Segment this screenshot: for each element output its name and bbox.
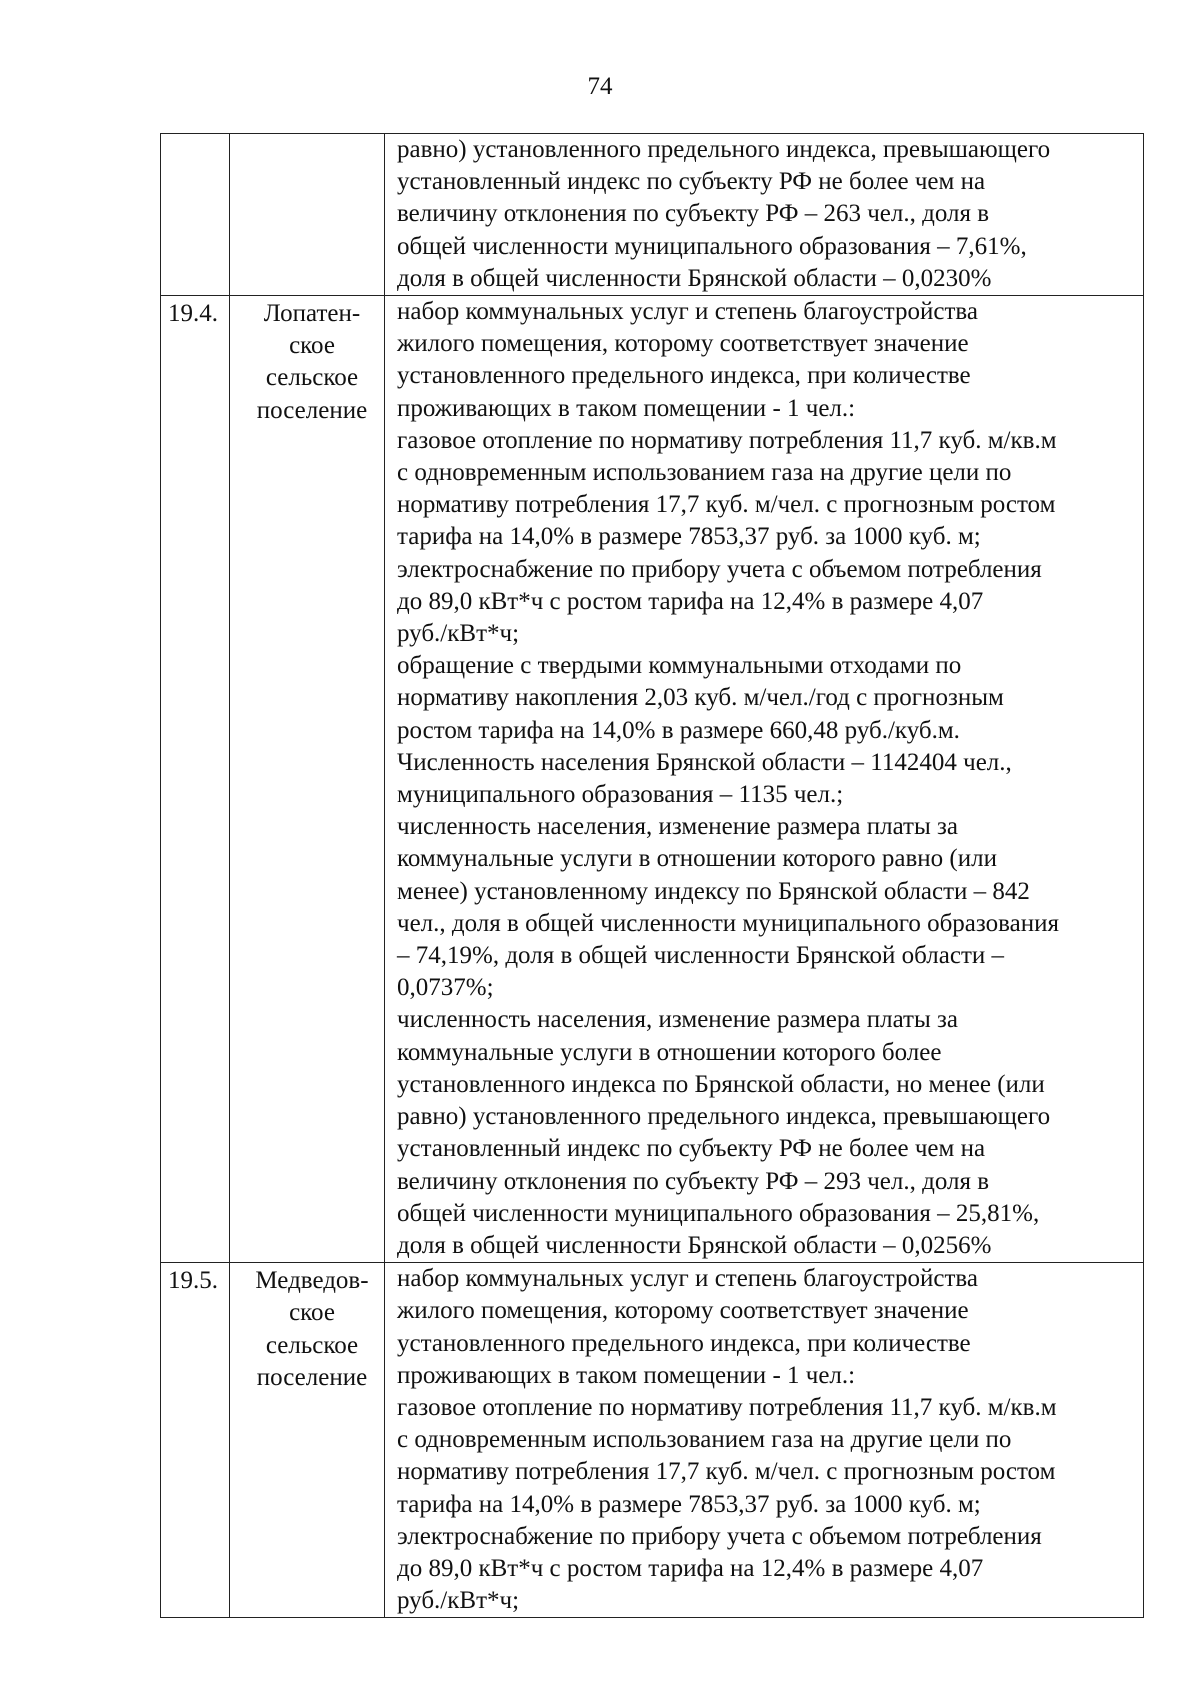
description-line: – 74,19%, доля в общей численности Брянской области – [397, 942, 1004, 970]
settlement-name [230, 134, 385, 296]
table-row [161, 1263, 1144, 1618]
description [385, 1263, 1144, 1618]
description-line: установленный индекс по субъекту РФ не более чем на [397, 1135, 986, 1163]
settlement-name-line: ское [289, 332, 335, 360]
description-line: муниципального образования – 1135 чел.; [397, 781, 844, 809]
description-line: чел., доля в общей численности муниципального образования [397, 909, 1059, 937]
description-line: проживающих в таком помещении - 1 чел.: [397, 1361, 856, 1389]
description-line: до 89,0 кВт*ч с ростом тарифа на 12,4% в размере 4,07 [397, 587, 984, 615]
description-line: общей численности муниципального образования – 25,81%, [397, 1199, 1040, 1227]
description-line: величину отклонения по субъекту РФ – 263 чел., доля в [397, 200, 990, 228]
description-line: численность населения, изменение размера платы за [397, 1006, 958, 1034]
description-line: тарифа на 14,0% в размере 7853,37 руб. за 1000 куб. м; [397, 1490, 981, 1518]
description-line: установленного предельного индекса, при количестве [397, 1329, 971, 1357]
description [385, 296, 1144, 1263]
description-line: доля в общей численности Брянской области – 0,0230% [397, 264, 992, 292]
description-line: установленного предельного индекса, при количестве [397, 362, 971, 390]
description-line: ростом тарифа на 14,0% в размере 660,48 руб./куб.м. [397, 716, 960, 744]
description-line: равно) установленного предельного индекса, превышающего [397, 136, 1051, 163]
row-number: 19.4. [161, 296, 230, 1263]
description-line: руб./кВт*ч; [397, 1587, 520, 1615]
description-line: 0,0737%; [397, 974, 494, 1002]
description-line: тарифа на 14,0% в размере 7853,37 руб. за 1000 куб. м; [397, 523, 981, 551]
description-line: коммунальные услуги в отношении которого более [397, 1038, 942, 1066]
settlement-name-line: сельское [265, 1331, 359, 1359]
description-line: электроснабжение по прибору учета с объемом потребления [397, 555, 1042, 583]
description-line: общей численности муниципального образования – 7,61%, [397, 232, 1027, 260]
description-line: величину отклонения по субъекту РФ – 293 чел., доля в [397, 1167, 990, 1195]
description-line: доля в общей численности Брянской области – 0,0256% [397, 1231, 992, 1259]
description-line: жилого помещения, которому соответствует значение [397, 1297, 969, 1325]
description-line: численность населения, изменение размера платы за [397, 813, 958, 841]
settlement-name-line: поселение [256, 1363, 368, 1391]
description-line: с одновременным использованием газа на другие цели по [397, 1426, 1012, 1454]
page-number: 74 [587, 73, 613, 100]
description-line: установленного индекса по Брянской области, но менее (или [397, 1070, 1045, 1098]
settlement-name-line: Медведов- [255, 1267, 369, 1295]
description [385, 134, 1144, 296]
settlement-name-line: сельское [265, 364, 359, 392]
description-line: электроснабжение по прибору учета с объемом потребления [397, 1522, 1042, 1550]
description-line: нормативу потребления 17,7 куб. м/чел. с прогнозным ростом [397, 491, 1056, 519]
settlement-name [230, 296, 385, 1263]
row-number [161, 134, 230, 296]
description-line: до 89,0 кВт*ч с ростом тарифа на 12,4% в размере 4,07 [397, 1554, 984, 1582]
description-line: руб./кВт*ч; [397, 620, 520, 648]
description-line: нормативу накопления 2,03 куб. м/чел./год с прогнозным [397, 684, 1004, 712]
description-line: равно) установленного предельного индекса, превышающего [397, 1103, 1051, 1131]
description-line: жилого помещения, которому соответствует значение [397, 330, 969, 358]
settlement-name-line: ское [289, 1299, 335, 1327]
description-line: набор коммунальных услуг и степень благоустройства [397, 1265, 978, 1293]
description-line: газовое отопление по нормативу потребления 11,7 куб. м/кв.м [397, 1393, 1057, 1421]
description-line: нормативу потребления 17,7 куб. м/чел. с прогнозным ростом [397, 1458, 1056, 1486]
description-line: установленный индекс по субъекту РФ не более чем на [397, 168, 986, 196]
description-line: газовое отопление по нормативу потребления 11,7 куб. м/кв.м [397, 426, 1057, 454]
tariff-table [160, 133, 1144, 1618]
description-line: менее) установленному индексу по Брянской области – 842 [397, 877, 1030, 905]
table-row [161, 134, 1144, 296]
table-body [161, 134, 1144, 1618]
settlement-name-line: поселение [256, 396, 368, 424]
description-line: Численность населения Брянской области – 1142404 чел., [397, 748, 1012, 776]
settlement-name [230, 1263, 385, 1618]
table-row [161, 296, 1144, 1263]
description-line: проживающих в таком помещении - 1 чел.: [397, 394, 856, 422]
description-line: набор коммунальных услуг и степень благоустройства [397, 298, 978, 326]
description-line: с одновременным использованием газа на другие цели по [397, 459, 1012, 487]
description-line: коммунальные услуги в отношении которого равно (или [397, 845, 997, 873]
row-number: 19.5. [161, 1263, 230, 1618]
description-line: обращение с твердыми коммунальными отходами по [397, 652, 962, 680]
settlement-name-line: Лопатен- [263, 300, 361, 328]
